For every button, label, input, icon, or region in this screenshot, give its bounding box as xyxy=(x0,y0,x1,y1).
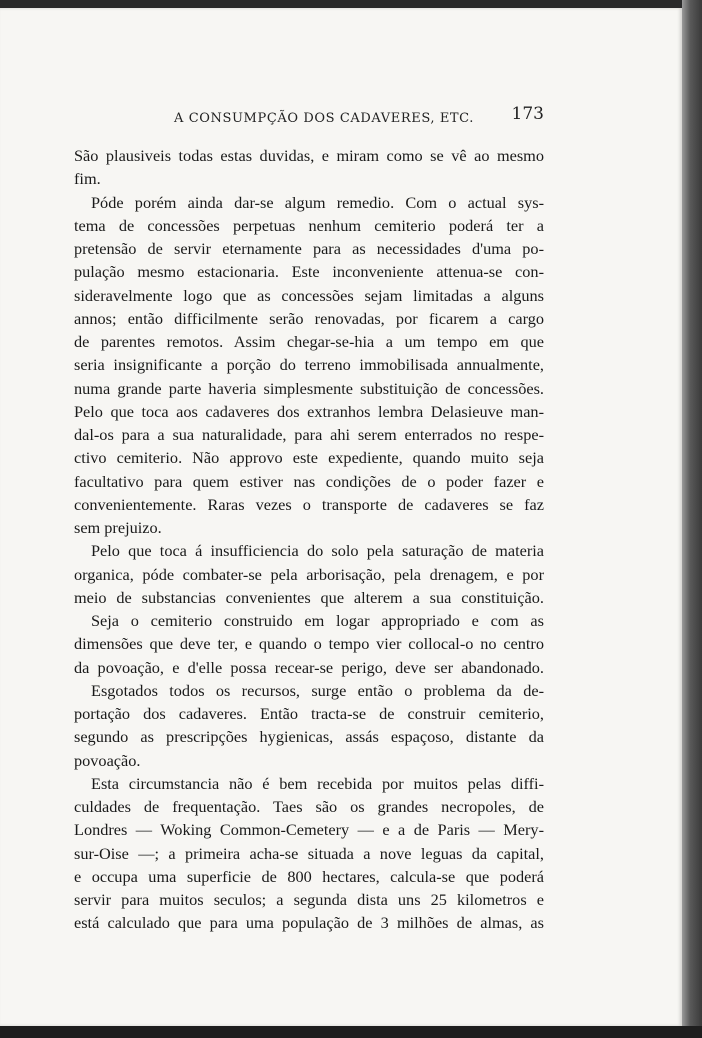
running-title: A CONSUMPÇÃO DOS CADAVERES, ETC. xyxy=(174,111,475,126)
text-line: dal-os para a sua naturalidade, para ahi serem enterrados no respe- xyxy=(74,425,544,444)
text-line: Esgotados todos os recursos, surge então o problema da de- xyxy=(91,680,544,700)
text-line: segundo as prescripções hygienicas, assás espaçoso, distante da xyxy=(74,727,544,747)
body-text xyxy=(74,144,544,935)
page-edge xyxy=(682,0,702,1038)
text-line: numa grande parte haveria simplesmente substituição de concessões. xyxy=(74,378,544,398)
text-line: Esta circumstancia não é bem recebida por muitos pelas diffi- xyxy=(91,773,544,793)
text-line: Pelo que toca aos cadaveres dos extranhos lembra Delasieuve man- xyxy=(74,401,544,421)
text-line: São plausiveis todas estas duvidas, e miram como se vê ao mesmo xyxy=(74,146,544,165)
text-line: facultativo para quem estiver nas condições de o poder fazer e xyxy=(74,471,544,491)
text-line: fim. xyxy=(74,169,101,189)
text-line: sur-Oise —; a primeira acha-se situada a nove leguas da capital, xyxy=(74,843,544,863)
text-line: está calculado que para uma população de 3 milhões de almas, as xyxy=(74,913,544,933)
text-line: sideravelmente logo que as concessões sejam limitadas a alguns xyxy=(74,285,544,305)
text-line: culdades de frequentação. Taes são os grandes necropoles, de xyxy=(74,797,544,816)
text-line: da povoação, e d'elle possa recear-se perigo, deve ser abandonado. xyxy=(74,657,544,677)
text-line: Pelo que toca á insufficiencia do solo pela saturação de materia xyxy=(91,541,544,561)
text-line: sem prejuizo. xyxy=(74,518,162,537)
text-line: portação dos cadaveres. Então tracta-se de construir cemiterio, xyxy=(74,704,544,723)
text-line: dimensões que deve ter, e quando o tempo vier collocal-o no centro xyxy=(74,634,544,654)
text-line: meio de substancias convenientes que alterem a sua constituição. xyxy=(74,587,544,607)
text-line: pulação mesmo estacionaria. Este inconveniente attenua-se con- xyxy=(74,262,544,282)
running-head xyxy=(60,104,544,130)
page-number: 173 xyxy=(511,104,544,124)
scan-border xyxy=(0,1026,702,1038)
text-line: e occupa uma superficie de 800 hectares, calcula-se que poderá xyxy=(74,866,544,886)
text-line: pretensão de servir eternamente para as necessidades d'uma po- xyxy=(74,239,544,258)
text-line: ctivo cemiterio. Não approvo este expediente, quando muito seja xyxy=(74,448,544,468)
text-line: convenientemente. Raras vezes o transporte de cadaveres se faz xyxy=(74,494,544,514)
text-line: Seja o cemiterio construido em logar appropriado e com as xyxy=(91,611,544,630)
text-line: servir para muitos seculos; a segunda dista uns 25 kilometros e xyxy=(74,890,544,909)
text-line: annos; então difficilmente serão renovadas, por ficarem a cargo xyxy=(74,308,544,328)
text-line: de parentes remotos. Assim chegar-se-hia a um tempo em que xyxy=(74,332,544,351)
text-line: seria insignificante a porção do terreno immobilisada annualmente, xyxy=(74,355,544,375)
text-line: povoação. xyxy=(74,750,141,770)
text-line: Londres — Woking Common-Cemetery — e a de Paris — Mery- xyxy=(74,820,544,840)
text-line: tema de concessões perpetuas nenhum cemiterio poderá ter a xyxy=(74,215,544,235)
text-line: Póde porém ainda dar-se algum remedio. Com o actual sys- xyxy=(91,192,544,212)
text-line: organica, póde combater-se pela arborisação, pela drenagem, e por xyxy=(74,564,544,584)
